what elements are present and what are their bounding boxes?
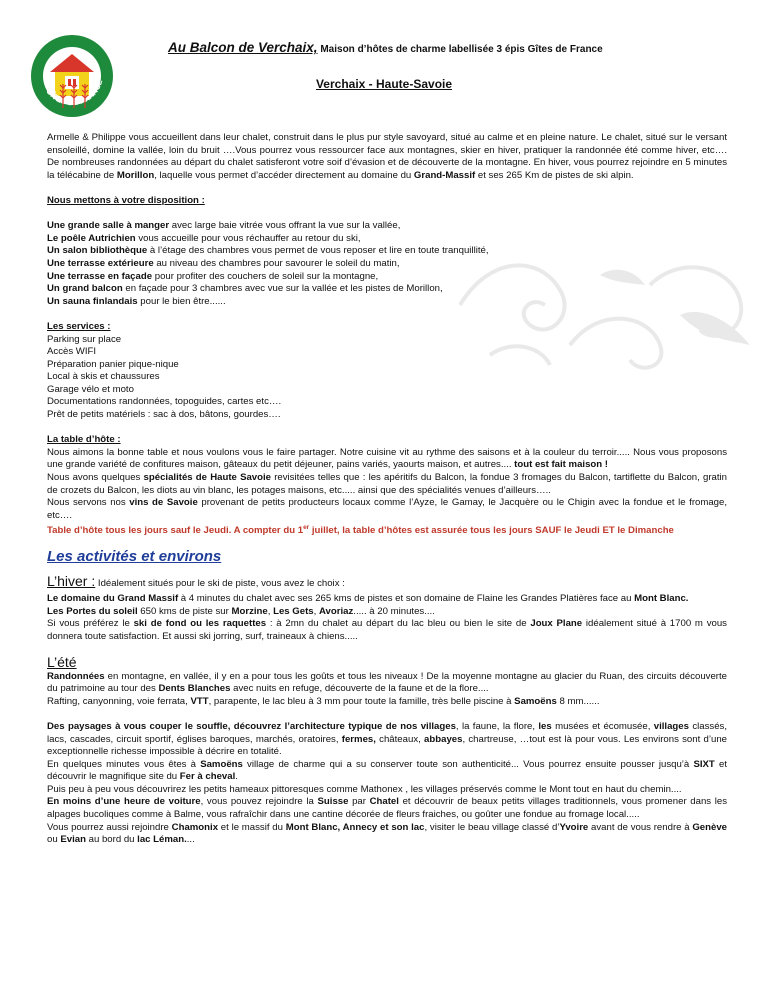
table-paragraph-2: Nous avons quelques spécialités de Haute Savoie revisitées telles que : les apéritifs du Balcon, la fondue 3 fromages du Balcon, tartiflette du Balcon, gratin de crozets du Balcon, les diots au vin blanc, les potages maisons, etc..... ainsi que des spécialités venues d’ailleurs….. <box>47 472 727 496</box>
list-item: Préparation panier pique-nique <box>47 358 179 370</box>
landscape-paragraph-3: Puis peu à peu vous découvrirez les petits hameaux pittoresques comme Mathonex , les villages préservés comme le Mont tout en haut du chemin.... <box>47 783 682 795</box>
svg-text:GÎTES DE FRANCE: GÎTES DE FRANCE <box>44 78 105 108</box>
winter-line-3: Si vous préférez le ski de fond ou les raquettes : à 2mn du chalet au départ du lac bleu ou bien le site de Joux Plane idéalement situé à 1700 m vous donnera toute satisfaction. Et aussi ski jorring, surf, traineaux à chiens..... <box>47 618 727 642</box>
list-item: Une terrasse en façade pour profiter des couchers de soleil sur la montagne, <box>47 270 379 282</box>
table-heading: La table d’hôte : <box>47 434 121 446</box>
table-schedule-notice: Table d’hôte tous les jours sauf le Jeudi. A compter du 1er juillet, la table d’hôtes est assurée tous les jours SAUF le Jeudi ET le Dimanche <box>47 524 674 537</box>
intro-paragraph: Armelle & Philippe vous accueillent dans leur chalet, construit dans le plus pur style savoyard, situé au calme et en pleine nature. Le chalet, situé sur le versant ensoleillé, domine la vallée, loin du bruit ….Vous pourrez vous ressourcer face aux montagnes, skier en hiver, pratiquer la randonnée été comme hiver, etc…. De nombreuses randonnées au départ du chalet satisferont votre soif d’évasion et de découverte de la montagne. En hiver, vous pourrez rejoindre en 5 minutes la télécabine de Morillon, laquelle vous permet d’accéder directement au domaine du Grand-Massif et ses 265 Km de pistes de ski alpin. <box>47 132 727 181</box>
landscape-paragraph-1: Des paysages à vous couper le souffle, découvrez l’architecture typique de nos villages, la faune, la flore, les musées et écomusée, villages classés, lacs, cascades, circuit sportif, églises baroques, marchés, oratoires, fermes, châteaux, abbayes, chartreuse, …tout est là pour vous. Les environs sont d’une exceptionnelle richesse impossible à décrire en totalité. <box>47 720 727 758</box>
winter-heading: L’hiver : Idéalement situés pour le ski de piste, vous avez le choix : <box>47 573 345 590</box>
landscape-paragraph-4: En moins d’une heure de voiture, vous pouvez rejoindre la Suisse par Chatel et découvrir de beaux petits villages traditionnels, vous promener dans les alpages bucoliques comme à Balme, vous rafraîchir dans une cantine décorée de fleurs fraiches, ou goûter une fondue au fromage local..... <box>47 796 727 821</box>
landscape-paragraph-5: Vous pourrez aussi rejoindre Chamonix et le massif du Mont Blanc, Annecy et son lac, visiter le beau village classé d’Yvoire avant de vous rendre à Genève ou Evian au bord du lac Léman.... <box>47 821 728 846</box>
list-item: Une terrasse extérieure au niveau des chambres pour savourer le soleil du matin, <box>47 257 400 269</box>
list-item: Local à skis et chaussures <box>47 371 160 383</box>
activities-heading: Les activités et environs <box>47 547 222 565</box>
summer-paragraph-2: Rafting, canyonning, voie ferrata, VTT, parapente, le lac bleu à 3 mm pour toute la famille, très belle piscine à Samoëns 8 mm...... <box>47 695 600 707</box>
winter-line-2: Les Portes du soleil 650 kms de piste sur Morzine, Les Gets, Avoriaz..... à 20 minutes.... <box>47 605 435 617</box>
list-item: Garage vélo et moto <box>47 383 134 395</box>
document-title <box>168 40 603 55</box>
winter-line-1: Le domaine du Grand Massif à 4 minutes du chalet avec ses 265 kms de pistes et son domaine de Flaine les Grandes Platières face au Mont Blanc. <box>47 592 689 604</box>
title-rest: Maison d’hôtes de charme labellisée 3 épis Gîtes de France <box>317 44 603 55</box>
title-main: Au Balcon de Verchaix, <box>168 40 318 55</box>
document-subtitle: Verchaix - Haute-Savoie <box>315 77 453 91</box>
disposal-list <box>47 220 727 308</box>
list-item: Un sauna finlandais pour le bien être...... <box>47 295 226 307</box>
list-item: Prêt de petits matériels : sac à dos, bâtons, gourdes…. <box>47 409 281 421</box>
table-paragraph-3: Nous servons nos vins de Savoie provenant de petits producteurs locaux comme l’Ayze, le Gamay, le Jacquère ou le Chigin avec la fondue et le fromage, etc…. <box>47 497 728 521</box>
services-heading: Les services : <box>47 320 111 332</box>
list-item: Documentations randonnées, topoguides, cartes etc…. <box>47 396 282 408</box>
list-item: Un grand balcon en façade pour 3 chambres avec vue sur la vallée et les pistes de Morillon, <box>47 283 443 295</box>
summer-heading: L’été <box>47 653 77 670</box>
services-list <box>47 334 727 422</box>
list-item: Un salon bibliothèque à l’étage des chambres vous permet de vous reposer et lire en toute tranquillité, <box>47 245 489 257</box>
table-paragraph-1: Nous aimons la bonne table et nous voulons vous le faire partager. Notre cuisine vit au rythme des saisons et à la couleur du terroir..... Nous vous proposons une grande variété de confitures maison, gâteaux du petit déjeuner, pains variés, yaourts maison, et autres.... tout est fait maison ! <box>47 446 727 471</box>
list-item: Parking sur place <box>47 333 122 345</box>
summer-paragraph-1: Randonnées en montagne, en vallée, il y en a pour tous les goûts et tous les niveaux ! De la moyenne montagne au glacier du Ruan, des circuits découverte du patrimoine au tour des Dents Blanches avec nuits en refuge, découverte de la faune et de la flore.... <box>47 670 727 695</box>
list-item: Le poêle Autrichien vous accueille pour vous réchauffer au retour du ski, <box>47 232 361 244</box>
document-body <box>47 132 727 847</box>
list-item: Accès WIFI <box>47 346 97 358</box>
list-item: Une grande salle à manger avec large baie vitrée vous offrant la vue sur la vallée, <box>47 220 401 232</box>
landscape-paragraph-2: En quelques minutes vous êtes à Samoëns village de charme qui a su conserver toute son authenticité... Vous pourrez ensuite pousser jusqu’à SIXT et découvrir le magnifique site du Fer à cheval. <box>47 758 727 783</box>
disposal-heading: Nous mettons à votre disposition : <box>47 194 205 206</box>
